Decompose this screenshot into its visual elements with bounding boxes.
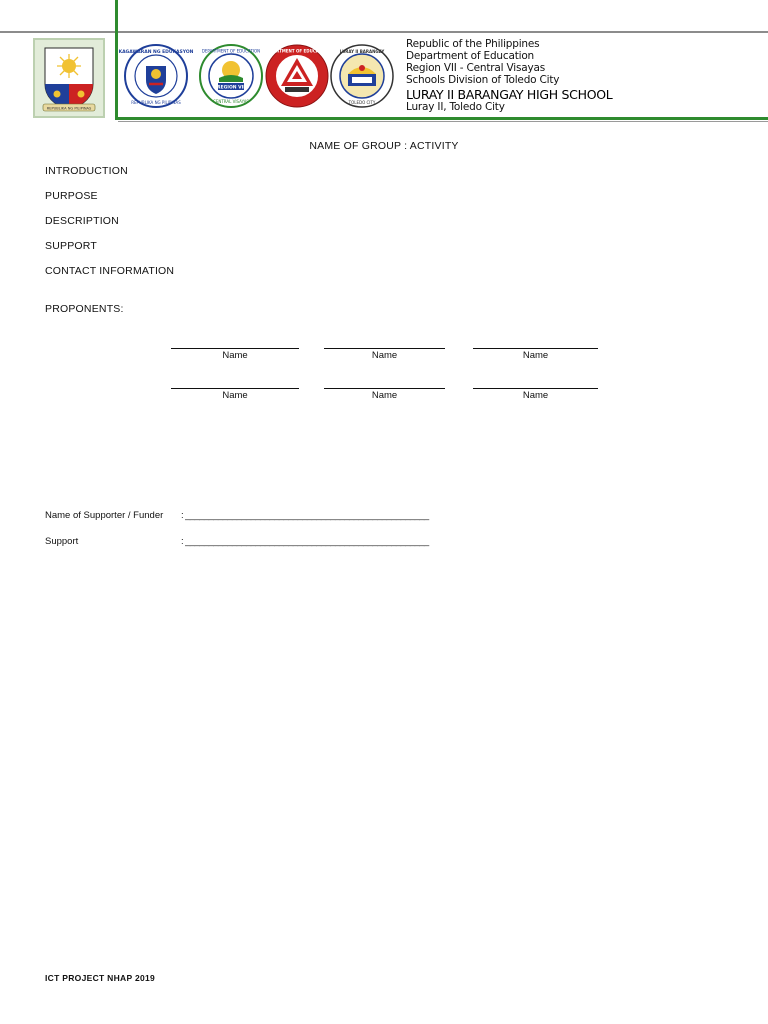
signature-line [324,388,445,389]
header-line-republic: Republic of the Philippines [406,38,540,50]
footer-text: ICT PROJECT NHAP 2019 [45,973,156,983]
svg-text:REGION VII: REGION VII [217,85,245,91]
division-seal-icon [265,44,329,108]
signature-name-label: Name [522,350,549,361]
signature-name-label: Name [371,390,398,401]
section-contact-information: CONTACT INFORMATION [45,265,175,277]
document-title: NAME OF GROUP : ACTIVITY [309,140,459,152]
svg-text:DEPARTMENT OF EDUCATION: DEPARTMENT OF EDUCATION [201,48,261,54]
kagawaran-ng-edukasyon-seal-icon [118,44,194,108]
philippine-coat-of-arms-seal-icon [33,38,105,118]
signature-name-label: Name [522,390,549,401]
section-description: DESCRIPTION [45,215,119,227]
signature-line [324,348,445,349]
svg-text:REPUBLIKA NG PILIPINAS: REPUBLIKA NG PILIPINAS [131,100,181,105]
support-label: Support [45,536,79,547]
svg-text:CENTRAL VISAYAS: CENTRAL VISAYAS [213,99,249,104]
region-vii-seal-icon [199,44,263,108]
proponents-label: PROPONENTS: [45,303,124,315]
section-introduction: INTRODUCTION [45,165,128,177]
school-address: Luray II, Toledo City [406,101,505,113]
header-bottom-rule [118,121,768,122]
signature-name-label: Name [222,350,248,361]
signature-name-label: Name [371,350,398,361]
signature-line [473,348,598,349]
svg-text:LURAY II BARANGAY: LURAY II BARANGAY [339,49,385,54]
svg-text:KAGAWARAN NG EDUKASYON: KAGAWARAN NG EDUKASYON [118,50,194,55]
supporter-funder-blank: : ____________________________________________________ [181,510,429,521]
school-name: LURAY II BARANGAY HIGH SCHOOL [406,87,613,102]
section-support: SUPPORT [45,240,97,252]
header-line-region: Region VII - Central Visayas [406,62,545,74]
school-seal-icon [330,44,394,108]
signature-name-label: Name [222,390,248,401]
header-green-horizontal-rule [115,117,768,120]
section-purpose: PURPOSE [45,190,98,202]
support-blank: : ____________________________________________________ [181,536,429,547]
header-green-vertical-rule [115,0,118,119]
signature-line [473,388,598,389]
svg-text:TOLEDO CITY: TOLEDO CITY [348,100,376,105]
svg-text:DEPARTMENT OF EDUCATION: DEPARTMENT OF EDUCATION [264,48,330,54]
signature-line [171,348,299,349]
supporter-funder-label: Name of Supporter / Funder [45,510,164,521]
svg-text:REPUBLIKA NG PILIPINAS: REPUBLIKA NG PILIPINAS [46,106,92,111]
header-line-division: Schools Division of Toledo City [406,74,560,86]
signature-line [171,388,299,389]
header-line-department: Department of Education [406,50,535,62]
